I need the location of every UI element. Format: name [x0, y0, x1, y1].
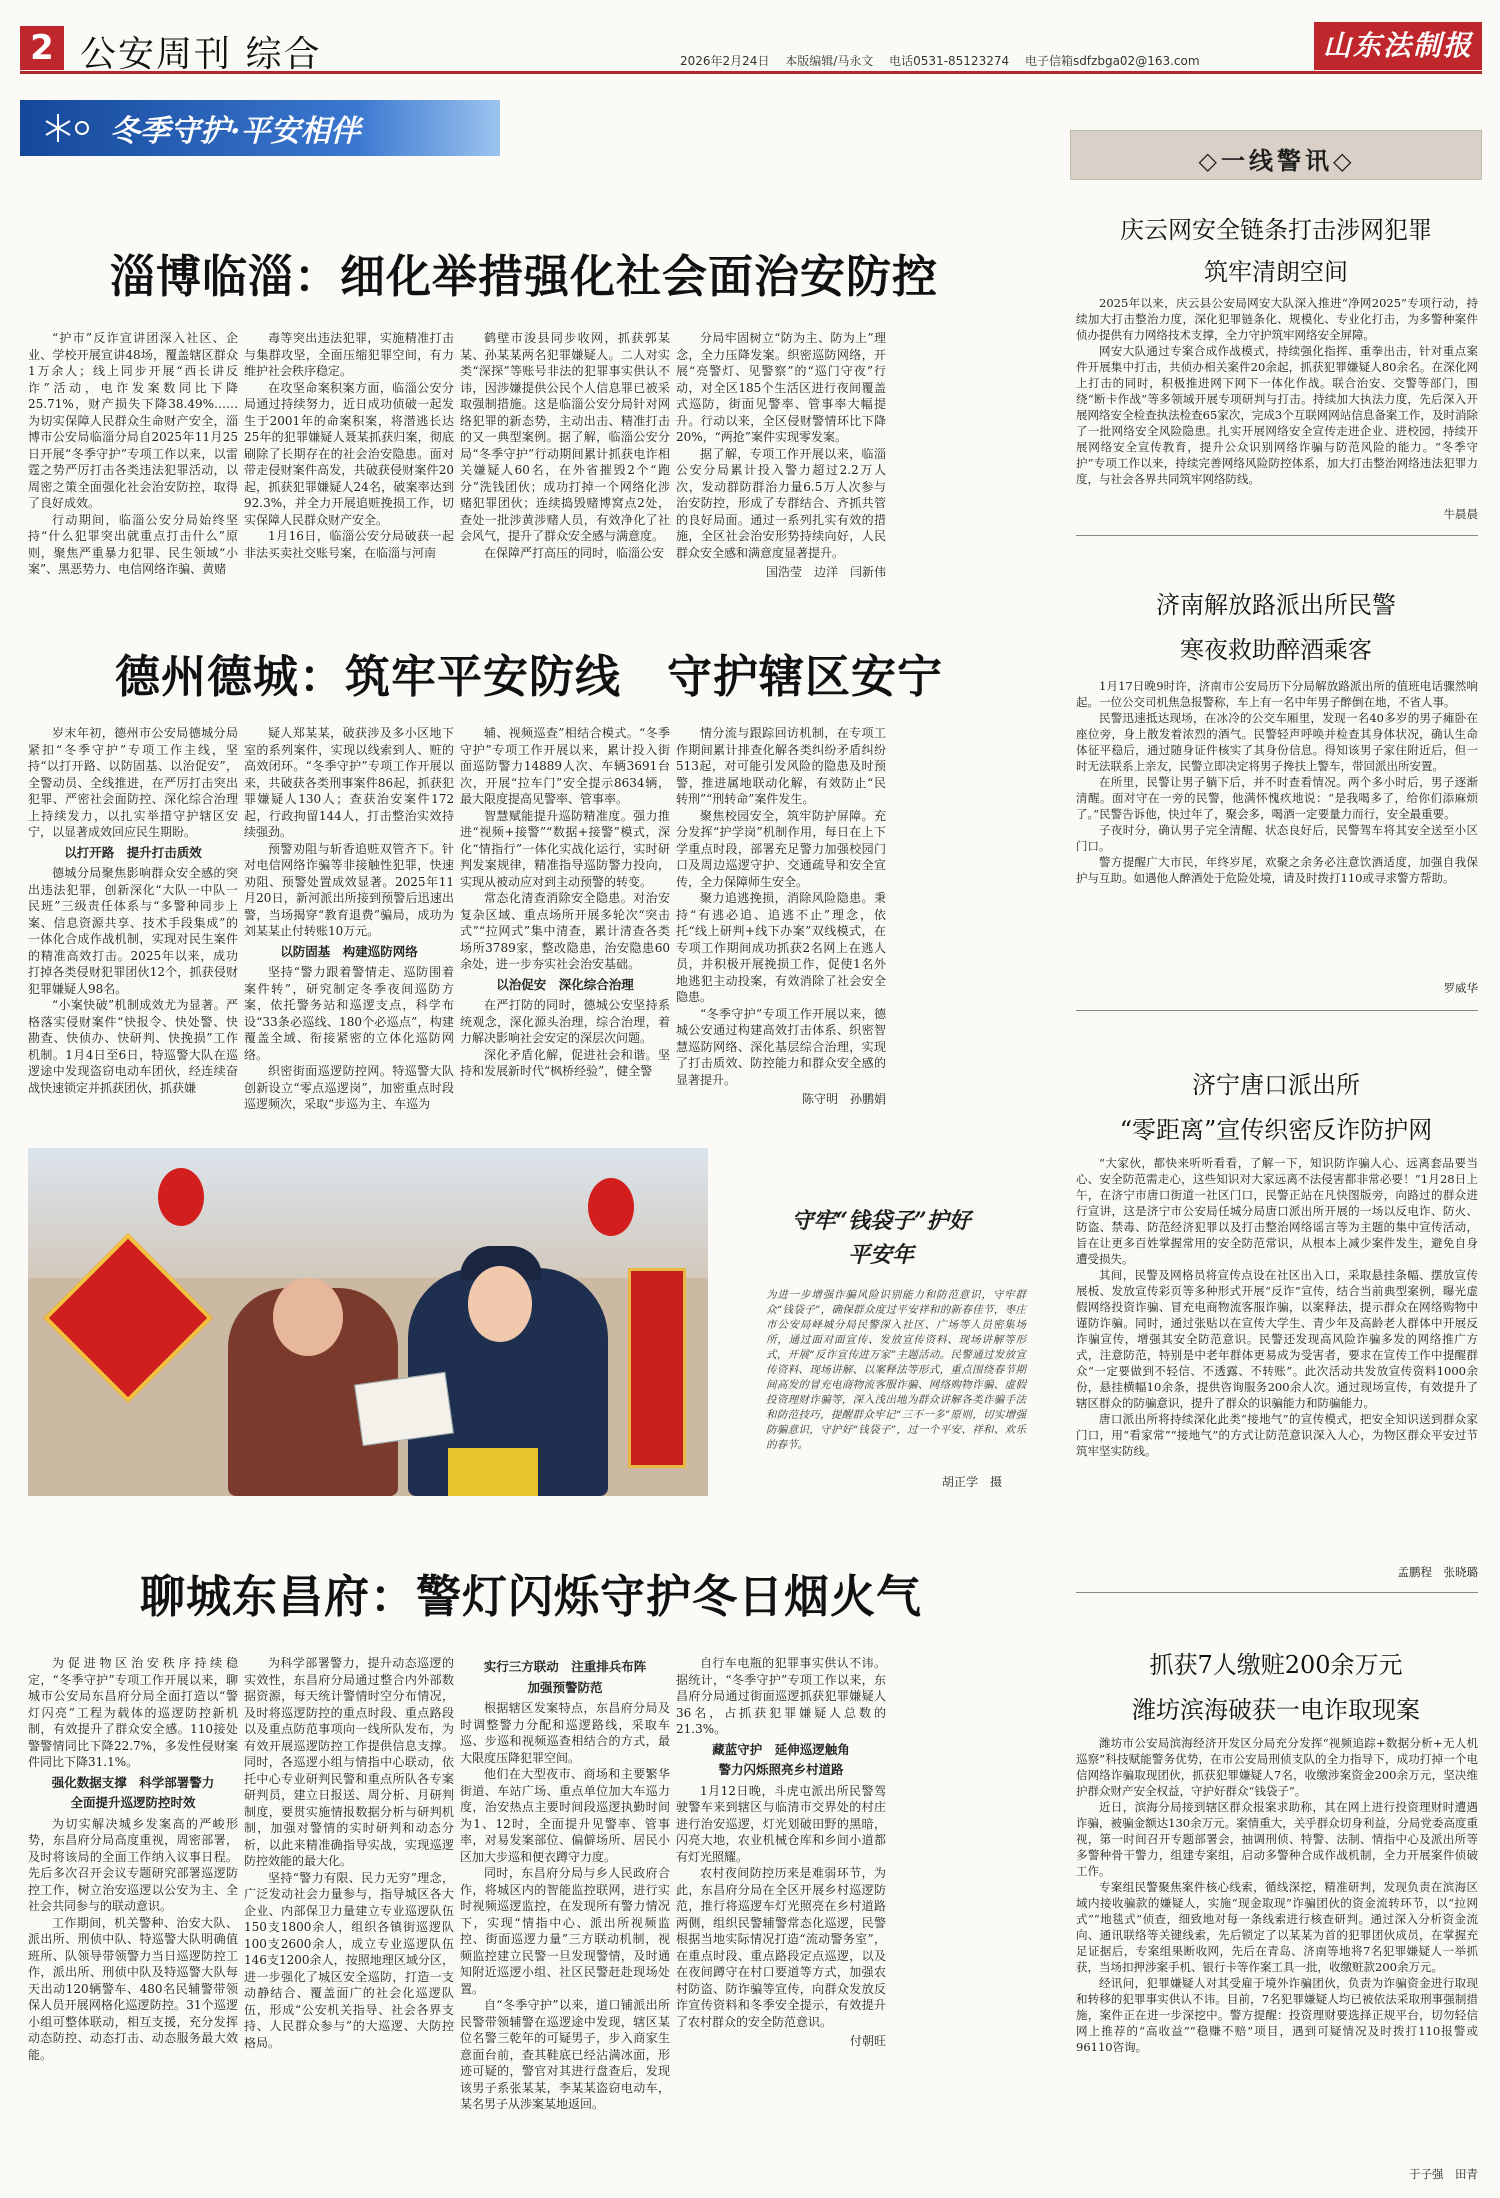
paragraph: 近日，滨海分局接到辖区群众报案求助称，其在网上进行投资理财时遭遇诈骗，被骗金额达130余万元。案情重大，关乎群众切身利益，分局党委高度重视，第一时间召开专题部署会，抽调刑侦、特警、法制、情指中心及派出所等多警种骨干警力，组建专案组，启动多警种合成作战机制，全力开展案件侦破工作。	[1076, 1800, 1478, 1878]
paragraph: 其间，民警及网格员将宣传点设在社区出入口，采取悬挂条幅、摆放宣传展板、发放宣传彩页等多种形式开展“反诈”宣传，结合当前典型案例，曝光虚假网络投资诈骗、冒充电商物流客服诈骗，以案释法，提示群众在网络购物中谨防诈骗。同时，通过张贴以在宣传大学生、青少年及高龄老人群体中开展反诈骗宣传，增强其安全防范意识。民警还发现高风险诈骗多发的网络推广方式，注意防范，特别是中老年群体更易成为受害者，要求在宣传工作中提醒群众“一定要做到不轻信、不透露、不转账”。此次活动共发放宣传资料1000余份，悬挂横幅10余条，提供咨询服务200余人次。通过现场宣传，有效提升了辖区群众的防骗意识，提升了群众的识骗能力和防骗能力。	[1076, 1268, 1478, 1410]
photo-credit: 胡正学 摄	[941, 1475, 1002, 1489]
paragraph: 网安大队通过专案合成作战模式，持续强化指挥、重拳出击，针对重点案件开展集中打击，共侦办相关案件20余起，抓获犯罪嫌疑人80余名。在深化网上打击的同时，积极推进网下网下一体化作战。联合治安、交警等部门，围绕“断卡作战”等多领域开展专项研判与打击。持续加大执法力度，先后深入开展网络安全检查执法检查65家次，完成3个互联网网站信息备案工作，及时消除了一批网络安全风险隐患。扎实开展网络安全宣传走进企业、进校园，持续开展网络安全宣传教育，提升公众识别网络诈骗与防范风险的能力。“冬季守护”专项工作以来，持续完善网络风险防控体系，加大打击整治网络违法犯罪力度，与社会各界共同筑牢网络防线。	[1076, 344, 1478, 486]
paragraph: 自“冬季守护”以来，道口铺派出所民警带领辅警在巡逻途中发现，辖区某位名警三乾年的可疑男子，步入商家生意面台前，查其鞋底已经沾满冰面，形迹可疑的，警官对其进行盘查后，发现该男子系张某某，李某某盗窃电动车，某名男子从涉案某地返回。	[460, 1998, 670, 2111]
subheading: 实行三方联动 注重排兵布阵	[483, 1659, 647, 1674]
paragraph: 为切实解决城乡发案高的严峻形势，东昌府分局高度重视，周密部署，及时将该局的全面工作纳入议事日程。先后多次召开会议专题研究部署巡逻防控工作，树立治安巡逻以公安为主、全社会共同参与的联动意识。	[28, 1816, 238, 1913]
lantern-icon	[588, 1178, 634, 1236]
article-1-col-2	[244, 330, 454, 692]
paragraph: 在所里，民警让男子躺下后，并不时查看情况。两个多小时后，男子逐渐清醒。面对守在一旁的民警，他满怀愧疚地说：“是我喝多了，给你们添麻烦了。”民警告诉他，快过年了，聚会多，喝酒一定要量力而行，安全最重要。	[1076, 775, 1478, 821]
snowflake-icon	[40, 110, 94, 146]
article-3-byline: 付朝旺	[849, 2034, 886, 2048]
brief-1-title: 庆云网安全链条打击涉网犯罪	[1120, 216, 1432, 244]
subheading: 以打开路 提升打击质效	[64, 844, 202, 860]
photo-officer-face	[468, 1266, 532, 1342]
article-3-body	[28, 1655, 892, 2111]
paragraph: 岁末年初，德州市公安局德城分局紧扣“冬季守护”专项工作主线，坚持“以打开路、以防固基、以治促安”，全警动员、全线推进，在严厉打击突出犯罪、严密社会面防控、深化综合治理上持续发力，以扎实举措守护辖区安宁，以显著成效回应民生期盼。	[28, 726, 238, 839]
brief-3-byline: 孟鹏程 张晓璐	[1397, 1565, 1478, 1579]
brief-2-subtitle: 寒夜救助醉酒乘客	[1180, 636, 1372, 664]
brief-1-body	[1076, 295, 1478, 505]
article-2-headline: 德州德城：筑牢平安防线 守护辖区安宁	[115, 650, 944, 703]
paragraph: 德城分局聚焦影响群众安全感的突出违法犯罪，创新深化“大队一中队一民班”三级责任体系与“多警种同步上案、信息资源共享、技术手段集成”的一体化合成作战机制，实现对民生案件的精准高效打击。2025年以来，成功打掉各类侵财犯罪团伙12个，抓获侵财犯罪嫌疑人98名。	[28, 866, 238, 996]
email: 电子信箱sdfzbga02@163.com	[1024, 54, 1200, 68]
paragraph: 在严打防的同时，德城公安坚持系统观念，深化源头治理，综合治理，着力解决影响社会安定的深层次问题。	[460, 998, 670, 1045]
paragraph: 分局牢固树立“防为主、防为上”理念，全力压降发案。织密巡防网络，开展“亮警灯、见警察”的“巡门守夜”行动，对全区185个生活区进行夜间覆盖式巡防，街面见警率、管事率大幅提升。行动以来，全区侵财警情环比下降20%，“两抢”案件实现零发案。	[676, 331, 886, 444]
page-header	[20, 22, 1482, 74]
paragraph: 警方提醒广大市民，年终岁尾，欢聚之余务必注意饮酒适度，加强自我保护与互助。如遇他人醉酒处于危险处境，请及时拨打110或寻求警方帮助。	[1076, 855, 1478, 885]
paragraph: 唐口派出所将持续深化此类“接地气”的宣传模式，把安全知识送到群众家门口，用“看家常”“接地气”的方式让防范意识深入人心，为物区群众平安过节筑牢坚实防线。	[1076, 1412, 1478, 1458]
brief-1-subtitle: 筑牢清朗空间	[1204, 258, 1348, 286]
paragraph: 根据辖区发案特点，东昌府分局及时调整警力分配和巡逻路线，采取车巡、步巡和视频巡查相结合的方式，最大限度压降犯罪空间。	[460, 1701, 670, 1765]
paragraph: 农村夜间防控历来是难弱环节，为此，东昌府分局在全区开展乡村巡逻防范，推行将巡逻车灯光照亮在乡村道路两侧，组织民警辅警常态化巡逻，民警根据当地实际情况打造“流动警务室”，在重点时段、重点路段定点巡逻，以及在夜间蹲守在村口要道等方式，加强农村防盗、防诈骗等宣传，向群众发放反诈宣传资料和冬季安全提示，有效提升了农村群众的安全防范意识。	[676, 1866, 886, 2029]
paragraph: “大家伙，都快来听听看看，了解一下，知识防诈骗人心、远离套品要当心、安全防范需走心，这些知识对大家远离不法侵害都非常必要！”1月28日上午，在济宁市唐口街道一社区门口，民警正站在凡快图版旁，向路过的群众进行宣讲，这是济宁市公安局任城分局唐口派出所开展的一场以反电诈、防火、防盗、禁毒、防范经济犯罪以及打击整治网络谣言等为主题的集中宣传活动，旨在让更多百姓掌握常用的安全防范常识，从根本上减少案件发生，避免自身遭受损失。	[1076, 1156, 1478, 1266]
couplet-scroll-icon	[628, 1268, 686, 1468]
photo-caption	[716, 1148, 1042, 1496]
subheading: 加强预警防范	[527, 1679, 603, 1695]
brief-1-byline: 牛晨晨	[1443, 507, 1478, 521]
divider	[1076, 1010, 1478, 1011]
header-meta	[680, 52, 1320, 69]
brief-3-body	[1076, 1155, 1478, 1563]
paragraph: 经讯问，犯罪嫌疑人对其受雇于境外诈骗团伙，负责为诈骗资金进行取现和转移的犯罪事实供认不讳。目前，7名犯罪嫌疑人均已被依法采取刑事强制措施，案件正在进一步深挖中。警方提醒：投资理财要选择正规平台，切勿轻信网上推荐的“高收益”“稳赚不赔”项目，遇到可疑情况及时拨打110报警或96110咨询。	[1076, 1976, 1478, 2054]
section-title: 公安周刊 综合	[80, 34, 322, 75]
paragraph: 1月16日，临淄公安分局破获一起非法买卖社交账号案，在临淄与河南	[244, 529, 454, 560]
article-2-col-1	[28, 725, 238, 1130]
paragraph: 坚持“警力有限、民力无穷”理念，广泛发动社会力量参与，指导城区各大企业、内部保卫力量建立专业巡逻队伍150支1800余人，组织各镇街巡逻队100支2600余人，成立专业巡逻队伍146支1200余人，按照地理区域分区，进一步强化了城区安全巡防，打造一支动静结合、覆盖面广的社会化巡逻队伍，形成“公安机关指导、社会各界支持、人民群众参与”的大巡逻、大防控格局。	[244, 1870, 454, 2050]
subheading: 藏蓝守护 延伸巡逻触角	[712, 1741, 850, 1757]
paragraph: 子夜时分，确认男子完全清醒、状态良好后，民警驾车将其安全送至小区门口。	[1076, 823, 1478, 853]
brief-3-title: 济宁唐口派出所	[1192, 1071, 1360, 1099]
paragraph: 在保障严打高压的同时，临淄公安	[484, 545, 665, 560]
paragraph: “冬季守护”专项工作开展以来，德城公安通过构建高效打击体系、织密智慧巡防网络、深化基层综合治理，实现了打击质效、防控能力和群众安全感的显著提升。	[676, 1006, 886, 1087]
paragraph: 为促进物区治安秩序持续稳定，“冬季守护”专项工作开展以来，聊城市公安局东昌府分局全面打造以“警灯闪亮”工程为载体的巡逻防控新机制，有效提升了群众安全感。110接处警警情同比下降22.7%，多发性侵财案件同比下降31.1%。	[28, 1656, 238, 1769]
subheading: 强化数据支撑 科学部署警力	[51, 1774, 215, 1790]
paragraph: 在攻坚命案积案方面，临淄公安分局通过持续努力，近日成功侦破一起发生于2001年的命案积案，将潜逃长达25年的犯罪嫌疑人聂某抓获归案，彻底刷除了长期存在的社会治安隐患。面对带走侵财案件高发，共破获侵财案件20起，抓获犯罪嫌疑人24名，破案率达到92.3%，并全力开展追赃挽损工作，切实保障人民群众财产安全。	[244, 380, 454, 527]
article-3-col-1	[28, 1655, 238, 2075]
brief-3-subtitle: “零距离”宣传织密反诈防护网	[1119, 1116, 1433, 1144]
article-1-body	[28, 330, 892, 692]
article-3-col-4	[676, 1655, 886, 2075]
subheading: 以治促安 深化综合治理	[496, 976, 634, 992]
paragraph: 智慧赋能提升巡防精准度。强力推进“视频+接警”“数据+接警”模式，深化“情指行”一体化实战化运行，实时研判发案规律，精准指导巡防警力投向，实现从被动应对到主动预警的转变。	[460, 808, 670, 889]
paragraph: 坚持“警力跟着警情走、巡防围着案件转”，研究制定冬季夜间巡防方案，依托警务站和巡逻支点，科学布设“33条必巡线、180个必巡点”，构建覆盖全域、衔接紧密的立体化巡防网络。	[244, 965, 454, 1062]
article-2-col-3	[460, 725, 670, 1130]
paragraph: 毒等突出违法犯罪，实施精准打击与集群攻坚，全面压缩犯罪空间，有力维护社会秩序稳定。	[244, 331, 454, 378]
paragraph: 同时，东昌府分局与乡人民政府合作，将城区内的智能监控联网，进行实时视频巡逻监控，在发现所有警力情况下，实现“情指中心、派出所视频监控、街面巡逻力量”三方联动机制，视频监控建立民警一旦发现警情，及时通知附近巡逻小组、社区民警赶赴现场处置。	[460, 1866, 670, 1996]
paragraph: 鹤壁市浚县同步收网，抓获郭某某、孙某某两名犯罪嫌疑人。二人对实类“深探”等账号非法的犯罪事实供认不讳，因涉嫌提供公民个人信息罪已被采取强制措施。这是临淄公安分局针对网络犯罪的新态势，主动出击、精准打击的又一典型案例。据了解，临淄公安分局“冬季守护”行动期间累计抓获电诈相关嫌疑人60名，在外省摧毁2个“跑分”洗钱团伙；成功打掉一个网络化涉赌犯罪团伙；连续捣毁赌博窝点2处，查处一批涉黄涉赌人员，有效净化了社会风气，提升了群众安全感与满意度。	[460, 331, 670, 543]
subheading: 警力闪烁照亮乡村道路	[718, 1762, 844, 1777]
section-banner	[20, 100, 500, 156]
photo-caption-title: 守牢“钱袋子”护好平安年	[791, 1208, 971, 1268]
paragraph: 1月12日晚，斗虎屯派出所民警驾驶警车来到辖区与临清市交界处的村庄进行治安巡逻，灯光划破田野的黑暗，闪亮大地，农业机械仓库和乡间小道都有灯光照耀。	[676, 1783, 886, 1864]
photo-prop	[448, 1448, 538, 1496]
phone: 电话0531-85123274	[889, 54, 1010, 68]
divider	[1076, 1592, 1478, 1593]
subheading: 全面提升巡逻防控时效	[70, 1795, 196, 1810]
paragraph: 专案组民警聚焦案件核心线索，循线深挖，精准研判，发现负责在滨海区域内接收骗款的嫌疑人，实施“现金取现”诈骗团伙的资金流转环节，以“拉网式”“地毯式”侦查，细致地对每一条线索进行核查研判。通过深入分析资金流向、通讯联络等关键线索，先后锁定了以某某为首的犯罪团伙成员，在掌握充足证据后，专案组果断收网，先后在青岛、济南等地将7名犯罪嫌疑人一举抓获，当场扣押涉案手机、银行卡等作案工具一批，收缴赃款200余万元。	[1076, 1880, 1478, 1974]
paragraph: 民警迅速抵达现场，在冰冷的公交车厢里，发现一名40多岁的男子瘫卧在座位旁，身上散发着浓烈的酒气。民警轻声呼唤并检查其身体状况，确认生命体征平稳后，通过随身证件核实了其身份信息。得知该男子家住附近后，但一时无法联系上亲友，民警立即决定将男子搀扶上警车，带回派出所安置。	[1076, 711, 1478, 773]
paragraph: 辅、视频巡查”相结合模式。“冬季守护”专项工作开展以来，累计投入街面巡防警力14889人次、车辆3691台次，开展“拉车门”安全提示8634辆，最大限度提高见警率、管事率。	[460, 726, 670, 806]
lantern-icon	[158, 1168, 204, 1226]
paragraph: 工作期间，机关警种、治安大队、派出所、刑侦中队、特巡警大队明确值班所、队领导带领警力当日巡逻防控工作，派出所、刑侦中队及特巡警大队每天出动120辆警车、480名民辅警带领保人员开展网格化巡逻防控。31个巡逻小组可整体联动，相互支援，充分发挥动态防控、动态打击、动态服务最大效能。	[28, 1915, 238, 2062]
article-2-col-2	[244, 725, 454, 1130]
paragraph: “护市”反诈宣讲团深入社区、企业、学校开展宣讲48场，覆盖辖区群众1万余人；线上同步开展“西长讲反诈”活动，电诈发案数同比下降25.71%，财产损失下降38.49%……为切实保障人民群众生命财产安全，淄博市公安局临淄分局自2025年11月25日开展“冬季守护”专项工作以来，以雷霆之势严厉打击各类违法犯罪活动，以周密之策全面强化社会治安防控，取得了良好成效。	[28, 331, 238, 510]
paragraph: 织密街面巡逻防控网。特巡警大队创新设立“零点巡逻岗”，加密重点时段巡逻频次，采取“步巡为主、车巡为	[244, 1064, 454, 1111]
paragraph: 他们在大型夜市、商场和主要繁华街道、车站广场、重点单位加大车巡力度，治安热点主要时间段巡逻执勤时间为1、12时，全面提升见警率、管事率，对易发案部位、偏僻场所、居民小区加大步巡和便衣蹲守力度。	[460, 1767, 670, 1864]
news-photo	[28, 1148, 708, 1496]
paragraph: 为科学部署警力，提升动态巡逻的实效性，东昌府分局通过整合内外部数据资源，每天统计警情时空分布情况，及时将巡逻防控的重点时段、重点路段以及重点防范事项向一线所队发布，为有效开展巡逻防控工作提供信息支撑。同时，各巡逻小组与情指中心联动，依托中心专业研判民警和重点所队各专案研判员，建立日报送、周分析、月研判制度，要贯实施情报数据分析与研判机制，加强对警情的实时研判和动态分析，以此来精准确指导实战，实现巡逻防控效能的最大化。	[244, 1656, 454, 1868]
article-2-col-4	[676, 725, 886, 1130]
brief-4-subtitle: 潍坊滨海破获一电诈取现案	[1132, 1696, 1420, 1724]
main-column	[20, 90, 1050, 2186]
paragraph: 自行车电瓶的犯罪事实供认不讳。据统计，“冬季守护”专项工作以来，东昌府分局通过街面巡逻抓获犯罪嫌疑人36名，占抓获犯罪嫌疑人总数的21.3%。	[676, 1656, 886, 1736]
sidebar-header-title: ◇一线警讯◇	[1198, 146, 1356, 175]
divider	[1076, 535, 1478, 536]
photo-resident-face	[273, 1278, 343, 1356]
subheading: 以防固基 构建巡防网络	[280, 943, 418, 959]
brief-4-byline: 于子强 田青	[1409, 2167, 1478, 2181]
photo-caption-text: 为进一步增强诈骗风险识别能力和防范意识，守牢群众“钱袋子”，确保群众度过平安祥和的新春佳节，枣庄市公安局峄城分局民警深入社区、广场等人员密集场所，通过面对面宣传、发放宣传资料、现场讲解等形式，开展“反诈宣传进万家”主题活动。民警通过发放宣传资料、现场讲解、以案释法等形式，重点围绕春节期间高发的冒充电商物流客服诈骗、网络购物诈骗、虚假投资理财诈骗等，深入浅出地为群众讲解各类诈骗手法和防范技巧，提醒群众牢记“三不一多”原则，切实增强防骗意识，守护好“钱袋子”，过一个平安、祥和、欢乐的春节。	[766, 1289, 1026, 1451]
paragraph: 据了解，专项工作开展以来，临淄公安分局累计投入警力超过2.2万人次，发动群防群治力量6.5万人次参与治安防控，形成了专群结合、齐抓共管的良好局面。通过一系列扎实有效的措施，全区社会治安形势持续向好，人民群众安全感和满意度显著提升。	[676, 446, 886, 560]
article-2-byline: 陈守明 孙鹏娟	[801, 1092, 886, 1106]
brief-2-body	[1076, 678, 1478, 978]
article-1-col-3	[460, 330, 670, 692]
article-1-col-1	[28, 330, 238, 692]
paragraph: 预警劝阻与斩香追赃双管齐下。针对电信网络诈骗等非接触性犯罪，快速劝阻、预警处置成效显著。2025年11月20日，新河派出所接到预警后迅速出警，当场揭穿“教育退费”骗局，成功为刘某某止付转账10万元。	[244, 841, 454, 938]
article-1-headline: 淄博临淄：细化举措强化社会面治安防控	[110, 250, 939, 303]
editor: 本版编辑/马永文	[785, 54, 874, 68]
issue-date: 2026年2月24日	[680, 54, 770, 68]
paragraph: 常态化清查消除安全隐患。对治安复杂区域、重点场所开展多轮次“突击式”“拉网式”集中清查，累计清查各类场所3789家，整改隐患，治安隐患60余处，进一步夯实社会治安基础。	[460, 891, 670, 971]
news-brief-sidebar	[1070, 130, 1482, 2186]
article-2-body	[28, 725, 892, 1130]
paragraph: 行动期间，临淄公安分局始终坚持“什么犯罪突出就重点打击什么”原则，聚焦严重暴力犯罪、民生领域“小案”、黑恶势力、电信网络诈骗、黄赌	[28, 512, 238, 576]
brief-2-byline: 罗威华	[1443, 981, 1478, 995]
article-3-col-3	[460, 1655, 670, 2111]
masthead-logo: 山东法制报	[1314, 22, 1482, 70]
article-3-headline: 聊城东昌府：警灯闪烁守护冬日烟火气	[140, 1570, 923, 1623]
paragraph: “小案快破”机制成效尤为显著。严格落实侵财案件“快报令、快处警、快勘查、快侦办、快研判、快挽损”工作机制。1月4日至6日，特巡警大队在巡逻途中发现盗窃电动车团伙，经连续奋战快速锁定并抓获团伙，抓获嫌	[28, 998, 238, 1095]
brief-4-title: 抓获7人缴赃200余万元	[1149, 1651, 1403, 1679]
brief-2-title: 济南解放路派出所民警	[1156, 591, 1396, 619]
article-3-col-2	[244, 1655, 454, 2075]
article-1-col-4	[676, 330, 886, 692]
paragraph: 聚焦校园安全，筑牢防护屏障。充分发挥“护学岗”机制作用，每日在上下学重点时段，部署充足警力加强校园门口及周边巡逻守护、交通疏导和安全宣传，全力保障师生安全。	[676, 808, 886, 889]
article-1-byline: 国浩莹 边洋 闫新伟	[765, 565, 886, 579]
brief-4-body	[1076, 1735, 1478, 2165]
paragraph: 疑人郑某某，破获涉及多小区地下室的系列案件，实现以线索到人、赃的高效闭环。“冬季守护”专项工作开展以来，共破获各类刑事案件86起，抓获犯罪嫌疑人130人；查获治安案件172起，行政拘留144人，打击整治实效持续强劲。	[244, 726, 454, 839]
paragraph: 潍坊市公安局滨海经济开发区分局充分发挥“视频追踪+数据分析+无人机巡察”科技赋能警务优势，在市公安局刑侦支队的全力指导下，成功打掉一个电信网络诈骗取现团伙，抓获犯罪嫌疑人7名，收缴涉案资金200余万元，坚决维护群众财产安全权益，守护好群众“钱袋子”。	[1076, 1736, 1478, 1798]
paragraph: 1月17日晚9时许，济南市公安局历下分局解放路派出所的值班电话骤然响起。一位公交司机焦急报警称，车上有一名中年男子醉倒在地，不省人事。	[1076, 679, 1478, 709]
page-number: 2	[20, 26, 64, 70]
paragraph: 2025年以来，庆云县公安局网安大队深入推进“净网2025”专项行动，持续加大打击整治力度，深化犯罪链条化、规模化、专业化打击，为多警种案件侦办提供有力网络技术支撑，全力守护筑牢网络安全屏障。	[1076, 296, 1478, 342]
banner-title: 冬季守护·平安相伴	[110, 114, 361, 149]
anti-fraud-flyer	[354, 1372, 454, 1446]
paragraph: 情分流与跟踪回访机制，在专项工作期间累计排查化解各类纠纷矛盾纠纷513起，对可能引发风险的隐患及时预警，推进属地联动化解，有效防止“民转刑”“刑转命”案件发生。	[676, 726, 886, 806]
paragraph: 聚力追逃挽损，消除风险隐患。秉持“有逃必追、追逃不止”理念，依托“线上研判+线下办案”双线模式，在专项工作期间成功抓获2名网上在逃人员，并积极开展挽损工作，促使1名外地逃犯主动投案，有效消除了社会安全隐患。	[676, 891, 886, 1004]
sidebar-header	[1070, 130, 1482, 180]
paragraph: 深化矛盾化解，促进社会和谐。坚持和发展新时代“枫桥经验”，健全警	[460, 1047, 670, 1078]
